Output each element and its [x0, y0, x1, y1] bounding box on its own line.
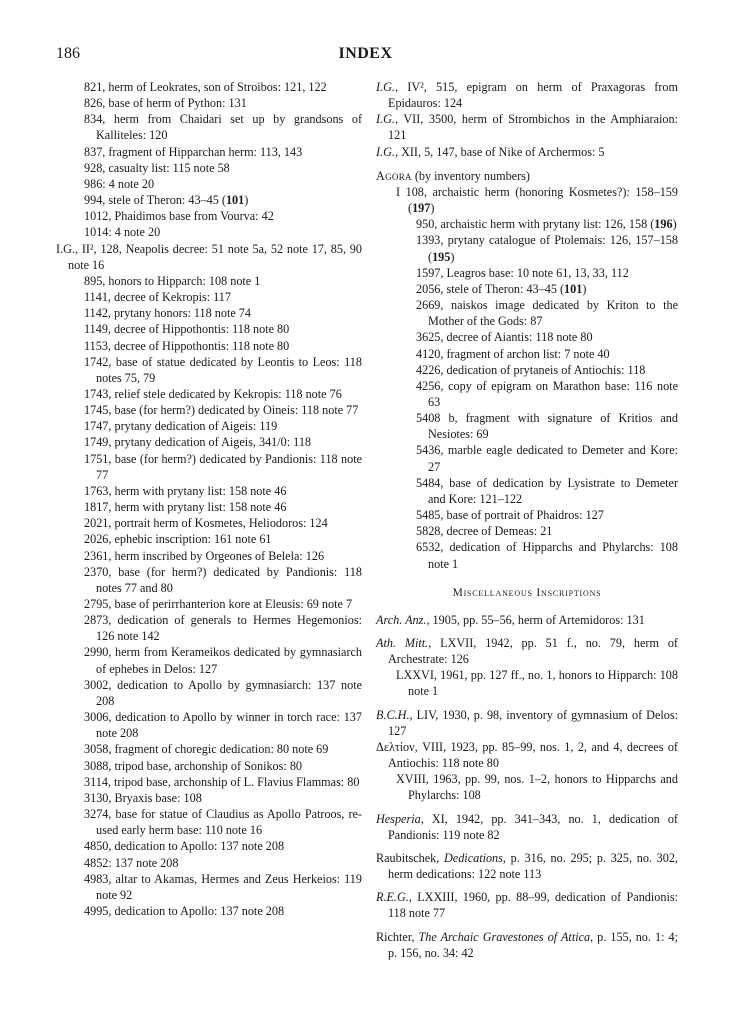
index-entry: [56, 418, 362, 434]
right-column: [376, 79, 678, 961]
entry-text: , IV², 515, epigram on herm of Praxagoras from Epidauros: 124: [388, 80, 678, 111]
entry-text: 4226, dedication of prytaneis of Antiochis: 118: [416, 362, 646, 377]
entry-text: 834, herm from Chaidari set up by grandsons of Kalliteles: 120: [84, 112, 362, 143]
index-entry: [56, 644, 362, 676]
index-entry: [376, 329, 678, 345]
entry-suffix: ): [582, 281, 587, 296]
entry-italic: Hesperia: [376, 811, 421, 826]
entry-text: 1142, prytany honors: 118 note 74: [84, 306, 251, 321]
index-entry: [56, 709, 362, 741]
index-entry: [56, 241, 362, 273]
index-entry: [56, 434, 362, 450]
entry-text: 1014: 4 note 20: [84, 225, 161, 240]
index-entry: [56, 483, 362, 499]
index-entry: [376, 265, 678, 281]
agora-heading-label: Agora: [376, 168, 412, 183]
entry-text: 1763, herm with prytany list: 158 note 46: [84, 483, 287, 498]
index-entry: [376, 889, 678, 921]
entry-text: 1141, decree of Kekropis: 117: [84, 290, 231, 305]
entry-text: 2873, dedication of generals to Hermes Hegemonios: 126 note 142: [84, 613, 362, 644]
entry-prefix: 994, stele of Theron: 43–45 (: [84, 193, 226, 208]
entry-text: 4256, copy of epigram on Marathon base: 116 note 63: [416, 378, 678, 409]
index-entry: [56, 289, 362, 305]
index-entry: [376, 612, 678, 628]
index-entry: [376, 707, 678, 739]
entry-italic: Dedications: [444, 850, 503, 865]
index-entry: [56, 855, 362, 871]
entry-italic: Ath. Mitt.: [376, 636, 429, 650]
entry-text: 2026, ephebic inscription: 161 note 61: [84, 532, 272, 547]
entry-prefix: Richter,: [376, 929, 419, 944]
index-entry: [56, 386, 362, 402]
entry-text: 1751, base (for herm?) dedicated by Pandionis: 118 note 77: [84, 451, 362, 482]
entry-text: 3088, tripod base, archonship of Sonikos: 80: [84, 758, 303, 773]
entry-text: 821, herm of Leokrates, son of Stroibos: 121, 122: [84, 80, 327, 94]
index-entry: [376, 539, 678, 571]
index-entry: [376, 667, 678, 699]
entry-text: , p. 155, no. 1: 4; p. 156, no. 34: 42: [388, 929, 678, 960]
index-entry: [56, 774, 362, 790]
page-number: 186: [56, 45, 80, 62]
misc-heading: Miscellaneous Inscriptions: [452, 586, 602, 599]
agora-heading: [376, 168, 678, 184]
index-entry: [56, 224, 362, 240]
entry-plate-number: 101: [225, 193, 245, 208]
index-entry: [376, 635, 678, 667]
entry-text: 1749, prytany dedication of Aigeis, 341/0: 118: [84, 435, 312, 450]
index-entry: [376, 507, 678, 523]
index-entry: [56, 144, 362, 160]
entry-text: 5484, base of dedication by Lysistrate to Demeter and Kore: 121–122: [416, 475, 678, 506]
entry-text: Δελτίον, VIII, 1923, pp. 85–99, nos. 1, 2, and 4, decrees of Antiochis: 118 note 80: [376, 739, 678, 771]
index-entry: [376, 232, 678, 264]
entry-text: 1817, herm with prytany list: 158 note 46: [84, 500, 287, 515]
entry-text: 2795, base of perirrhanterion kore at Eleusis: 69 note 7: [84, 597, 353, 611]
index-entry: [376, 410, 678, 442]
entry-text: 5408 b, fragment with signature of Kritios and Nesiotes: 69: [416, 411, 678, 442]
entry-text: I.G., II², 128, Neapolis decree: 51 note 5a, 52 note 17, 85, 90 note 16: [56, 241, 362, 272]
entry-suffix: ): [430, 201, 435, 216]
index-entry: [56, 871, 362, 903]
index-entry: [56, 402, 362, 418]
entry-text: , XII, 5, 147, base of Nike of Archermos: 5: [394, 144, 605, 159]
index-entry: [376, 79, 678, 111]
index-entry: [376, 442, 678, 474]
entry-prefix: 950, archaistic herm with prytany list: 126, 158 (: [416, 217, 655, 232]
index-entry: [376, 111, 678, 143]
entry-text: 5828, decree of Demeas: 21: [416, 524, 553, 539]
entry-text: 1012, Phaidimos base from Vourva: 42: [84, 209, 274, 224]
index-entry: [56, 160, 362, 176]
entry-suffix: ): [244, 193, 249, 208]
index-entry: [56, 515, 362, 531]
index-entry: [376, 378, 678, 410]
entry-italic: R.E.G.: [376, 890, 409, 905]
entry-italic: B.C.H.: [376, 707, 410, 722]
entry-italic: I.G.: [376, 80, 395, 94]
entry-italic: Arch. Anz.: [376, 612, 427, 627]
entry-text: 3002, dedication to Apollo by gymnasiarch: 137 note 208: [84, 677, 362, 708]
index-entry: [56, 176, 362, 192]
entry-text: 1743, relief stele dedicated by Kekropis: 118 note 76: [84, 386, 342, 401]
entry-text: 1597, Leagros base: 10 note 61, 13, 33, 112: [416, 265, 629, 280]
agora-entries: [376, 184, 678, 572]
entry-text: LXXVI, 1961, pp. 127 ff., no. 1, honors to Hipparch: 108 note 1: [396, 668, 678, 699]
index-entry: [56, 531, 362, 547]
index-entry: [376, 346, 678, 362]
index-entry: [56, 338, 362, 354]
index-entry: [56, 354, 362, 386]
entry-plate-number: 195: [432, 249, 451, 264]
index-entry: [376, 475, 678, 507]
entry-prefix: 1393, prytany catalogue of Ptolemais: 126, 157–158 (: [416, 233, 678, 264]
index-entry: [376, 850, 678, 882]
entry-text: 3625, decree of Aiantis: 118 note 80: [416, 330, 593, 345]
entry-text: 4850, dedication to Apollo: 137 note 208: [84, 839, 285, 854]
entry-suffix: ): [672, 217, 677, 232]
entry-text: , XI, 1942, pp. 341–343, no. 1, dedication of Pandionis: 119 note 82: [388, 811, 678, 842]
index-entry: [376, 811, 678, 843]
index-entry: [56, 741, 362, 757]
index-entry: [56, 564, 362, 596]
entry-text: , VII, 3500, herm of Strombichos in the Amphiaraion: 121: [388, 112, 678, 143]
misc-entries: [376, 612, 678, 961]
index-entry: [376, 144, 678, 160]
index-entry: [56, 305, 362, 321]
entry-text: 4120, fragment of archon list: 7 note 40: [416, 346, 610, 361]
index-entry: [56, 208, 362, 224]
index-entry: [56, 499, 362, 515]
entry-prefix: 2056, stele of Theron: 43–45 (: [416, 281, 565, 296]
index-entry: [56, 790, 362, 806]
entry-text: 5485, base of portrait of Phaidros: 127: [416, 508, 604, 523]
entry-text: 2021, portrait herm of Kosmetes, Heliodoros: 124: [84, 516, 328, 531]
index-entry: [376, 362, 678, 378]
entry-text: , p. 316, no. 295; p. 325, no. 302, herm dedications: 122 note 113: [388, 850, 678, 882]
entry-text: XVIII, 1963, pp. 99, nos. 1–2, honors to Hipparchs and Phylarchs: 108: [396, 772, 678, 803]
entry-prefix: I 108, archaistic herm (honoring Kosmetes?): 158–159 (: [396, 184, 678, 216]
index-entry: [56, 321, 362, 337]
entry-text: 4983, altar to Akamas, Hermes and Zeus Herkeios: 119 note 92: [84, 871, 362, 902]
entry-text: 986: 4 note 20: [84, 176, 155, 191]
entry-italic: The Archaic Gravestones of Attica: [418, 929, 591, 944]
index-entry: [56, 806, 362, 838]
left-column: [56, 79, 362, 919]
entry-text: 1742, base of statue dedicated by Leontis to Leos: 118 notes 75, 79: [84, 354, 362, 385]
entry-text: 1153, decree of Hippothontis: 118 note 80: [84, 338, 290, 353]
entry-text: , 1905, pp. 55–56, herm of Artemidoros: 131: [426, 612, 645, 627]
index-entry: [56, 79, 362, 95]
entry-plate-number: 197: [412, 201, 431, 216]
entry-text: 2361, herm inscribed by Orgeones of Belela: 126: [84, 548, 325, 563]
index-entry: [56, 612, 362, 644]
index-entry: [56, 111, 362, 143]
index-entry: [376, 523, 678, 539]
index-entry: [376, 281, 678, 297]
entry-italic: I.G.: [376, 144, 395, 159]
entry-text: 1747, prytany dedication of Aigeis: 119: [84, 419, 278, 434]
index-entry: [376, 771, 678, 803]
entry-text: , LXXIII, 1960, pp. 88–99, dedication of Pandionis: 118 note 77: [388, 890, 678, 921]
entry-text: 3058, fragment of choregic dedication: 80 note 69: [84, 742, 329, 757]
entry-text: 4995, dedication to Apollo: 137 note 208: [84, 903, 285, 918]
entry-italic: I.G.: [376, 112, 395, 127]
entry-text: 895, honors to Hipparch: 108 note 1: [84, 273, 261, 288]
entry-text: 2990, herm from Kerameikos dedicated by gymnasiarch of ephebes in Delos: 127: [84, 645, 362, 676]
entry-plate-number: 196: [654, 217, 673, 232]
entry-text: 4852: 137 note 208: [84, 855, 179, 870]
entry-text: 826, base of herm of Python: 131: [84, 96, 247, 111]
entry-text: 3130, Bryaxis base: 108: [84, 790, 202, 805]
entry-text: 3114, tripod base, archonship of L. Flavius Flammas: 80: [84, 774, 360, 789]
entry-text: , LXVII, 1942, pp. 51 f., no. 79, herm of Archestrate: 126: [388, 636, 678, 667]
index-entry: [56, 838, 362, 854]
index-entry: [376, 929, 678, 961]
entry-plate-number: 101: [564, 281, 583, 296]
entry-text: 3006, dedication to Apollo by winner in torch race: 137 note 208: [84, 710, 362, 741]
index-entry: [376, 216, 678, 232]
entry-text: 1149, decree of Hippothontis: 118 note 80: [84, 322, 290, 337]
entry-prefix: Raubitschek,: [376, 850, 444, 865]
index-entry: [376, 184, 678, 216]
index-entry: [376, 739, 678, 771]
index-entry: [56, 677, 362, 709]
entry-text: 2669, naiskos image dedicated by Kriton to the Mother of the Gods: 87: [416, 298, 678, 329]
entry-suffix: ): [450, 249, 455, 264]
index-entry: [376, 297, 678, 329]
index-entry: [56, 596, 362, 612]
entry-text: 1745, base (for herm?) dedicated by Oineis: 118 note 77: [84, 403, 359, 418]
index-entry: [56, 273, 362, 289]
entry-text: 5436, marble eagle dedicated to Demeter and Kore: 27: [416, 443, 678, 474]
index-entry: [56, 95, 362, 111]
index-entry: [56, 451, 362, 483]
entry-text: 2370, base (for herm?) dedicated by Pandionis: 118 notes 77 and 80: [84, 564, 362, 595]
entry-text: , LIV, 1930, p. 98, inventory of gymnasium of Delos: 127: [388, 707, 678, 738]
running-title: INDEX: [338, 45, 393, 62]
entry-text: 928, casualty list: 115 note 58: [84, 160, 230, 175]
index-entry: [56, 903, 362, 919]
entry-text: 6532, dedication of Hipparchs and Phylarchs: 108 note 1: [416, 540, 678, 571]
entry-text: 3274, base for statue of Claudius as Apollo Patroos, re-used early herm base: 110 note 16: [84, 807, 362, 838]
index-entry: [56, 758, 362, 774]
ig-entries: [376, 79, 678, 160]
index-entry: [56, 548, 362, 564]
index-entry: [56, 192, 362, 208]
agora-heading-rest: (by inventory numbers): [411, 168, 530, 183]
entry-text: 837, fragment of Hipparchan herm: 113, 143: [84, 144, 303, 159]
